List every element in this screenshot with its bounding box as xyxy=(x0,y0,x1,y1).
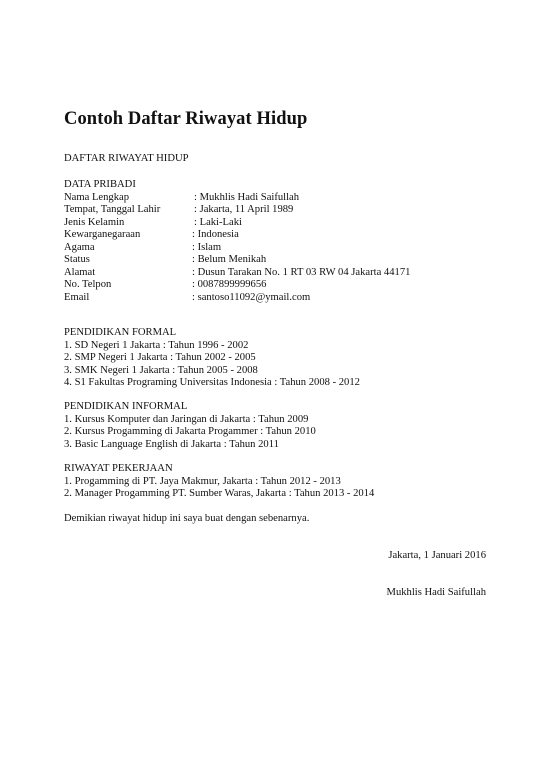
closing-statement: Demikian riwayat hidup ini saya buat dengan sebenarnya. xyxy=(64,513,310,524)
personal-row-name xyxy=(64,191,300,205)
personal-label: Nama Lengkap xyxy=(64,191,130,203)
personal-row-gender xyxy=(64,216,242,230)
list-item: 3. Basic Language English di Jakarta : Tahun 2011 xyxy=(64,438,279,450)
list-item: 3. SMK Negeri 1 Jakarta : Tahun 2005 - 2008 xyxy=(64,364,258,376)
list-item: 2. SMP Negeri 1 Jakarta : Tahun 2002 - 2005 xyxy=(64,352,256,363)
personal-data-section xyxy=(64,179,411,304)
personal-data-heading: DATA PRIBADI xyxy=(64,179,136,190)
formal-education-heading: PENDIDIKAN FORMAL xyxy=(64,327,177,338)
personal-row-status xyxy=(64,254,267,267)
list-item: 2. Manager Progamming PT. Sumber Waras, Jakarta : Tahun 2013 - 2014 xyxy=(64,488,375,499)
list-item: 2. Kursus Progamming di Jakarta Progammer : Tahun 2010 xyxy=(64,426,316,437)
personal-label: Kewarganegaraan xyxy=(64,229,141,240)
personal-label: No. Telpon xyxy=(64,279,112,290)
personal-label: Agama xyxy=(64,241,95,253)
personal-row-citizenship xyxy=(64,229,239,242)
personal-value: : Dusun Tarakan No. 1 RT 03 RW 04 Jakarta 44171 xyxy=(192,266,411,278)
personal-value: : Jakarta, 11 April 1989 xyxy=(194,204,294,215)
personal-row-religion xyxy=(64,241,222,255)
signature-name: Mukhlis Hadi Saifullah xyxy=(386,587,486,598)
work-history-heading: RIWAYAT PEKERJAAN xyxy=(64,463,173,474)
personal-row-email xyxy=(64,291,311,305)
personal-value: : Islam xyxy=(192,241,222,253)
personal-label: Email xyxy=(64,291,90,303)
document-title: Contoh Daftar Riwayat Hidup xyxy=(64,109,308,129)
personal-row-birth xyxy=(64,204,294,217)
personal-value: : Mukhlis Hadi Saifullah xyxy=(194,191,300,203)
list-item: 1. Kursus Komputer dan Jaringan di Jakarta : Tahun 2009 xyxy=(64,413,309,425)
list-item: 1. SD Negeri 1 Jakarta : Tahun 1996 - 2002 xyxy=(64,339,249,351)
work-history-section xyxy=(64,463,374,501)
cv-heading: DAFTAR RIWAYAT HIDUP xyxy=(64,153,189,164)
personal-value: : santoso11092@ymail.com xyxy=(192,291,311,303)
personal-value: : 0087899999656 xyxy=(192,279,267,290)
personal-value: : Belum Menikah xyxy=(192,254,267,265)
list-item: 1. Progamming di PT. Jaya Makmur, Jakarta : Tahun 2012 - 2013 xyxy=(64,475,341,487)
formal-education-section xyxy=(64,327,360,390)
personal-label: Alamat xyxy=(64,266,96,278)
personal-label: Jenis Kelamin xyxy=(64,216,125,228)
personal-row-address xyxy=(64,266,411,280)
personal-value: : Laki-Laki xyxy=(194,216,242,228)
personal-label: Status xyxy=(64,254,90,265)
personal-value: : Indonesia xyxy=(192,229,239,240)
list-item: 4. S1 Fakultas Programing Universitas Indonesia : Tahun 2008 - 2012 xyxy=(64,377,360,388)
informal-education-heading: PENDIDIKAN INFORMAL xyxy=(64,401,188,412)
personal-row-phone xyxy=(64,279,267,292)
informal-education-section xyxy=(64,401,316,451)
personal-label: Tempat, Tanggal Lahir xyxy=(64,204,161,215)
place-date: Jakarta, 1 Januari 2016 xyxy=(388,550,486,561)
